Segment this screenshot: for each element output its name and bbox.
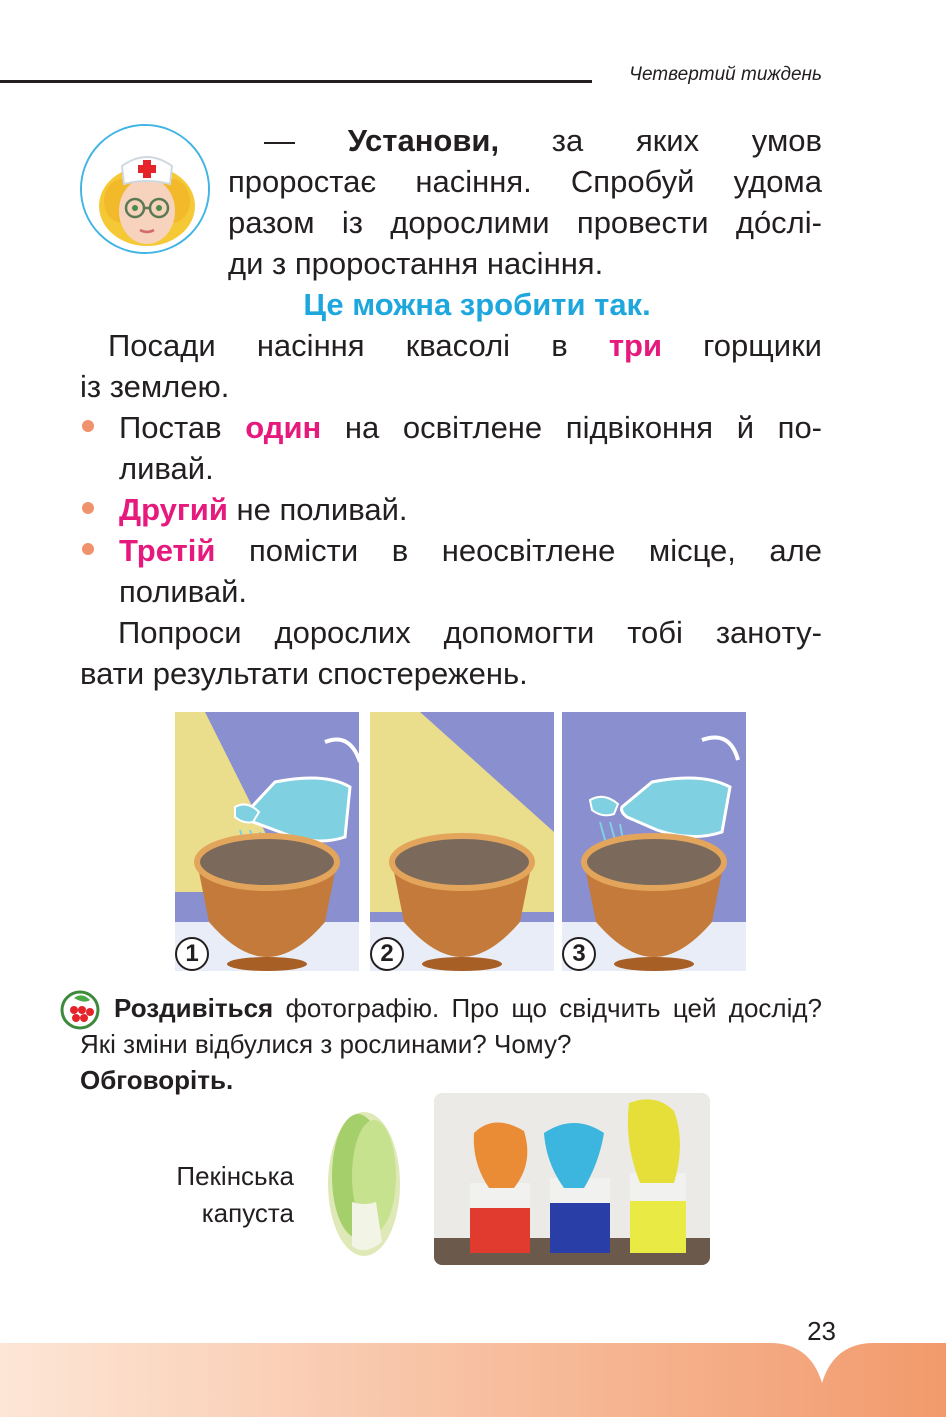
week-label: Четвертий тиждень [629,64,822,85]
bullet-1-line-2: ливай. [119,451,214,486]
bullet-3-line-1: Третій помісти в неосвітлене місце, але [119,533,822,568]
page-number: 23 [807,1316,836,1346]
ask-line-2: вати результати спостережень. [80,656,528,691]
intro-line-3: разом із дорослими провести до́слі- [228,205,822,240]
experiment-figure-2 [370,712,554,971]
dye-experiment-photo [434,1093,710,1265]
figure-number: 2 [370,937,404,971]
question-text: Роздивіться фотографію. Про що свідчить цей дослід? Які зміни відбулися з рослинами? Чому? Обговоріть. [80,993,822,1095]
experiment-figure-3 [562,712,746,971]
bullet-1-line-1: Постав один на освітлене підвіконня й по- [119,410,823,445]
footer-band [0,1343,946,1417]
ask-line-1: Попроси дорослих допомогти тобі занoту- [118,615,822,650]
intro-line-4: ди з проростання насіння. [228,246,604,281]
photo-caption: Пекінська капуста [176,1161,294,1228]
bullet-3-line-2: поливай. [119,574,248,609]
bullet-dot [82,543,94,555]
header-rule [0,80,592,83]
nurse-avatar [80,124,210,254]
bullet-dot [82,502,94,514]
figure-number: 1 [175,937,209,971]
plant-line-1: Посади насіння квасолі в три горщики [108,328,822,363]
subtitle: Це можна зробити так. [303,287,651,322]
intro-line-1: — Установи, за яких умов [264,123,822,158]
cabbage-photo [322,1106,406,1258]
plant-line-2: із землею. [80,369,230,404]
experiment-figure-1 [175,712,359,971]
intro-line-2: проростає насіння. Спробуй удома [228,164,822,199]
bullet-dot [82,420,94,432]
figure-number: 3 [562,937,596,971]
bullet-2-line-1: Другий не поливай. [119,492,408,527]
